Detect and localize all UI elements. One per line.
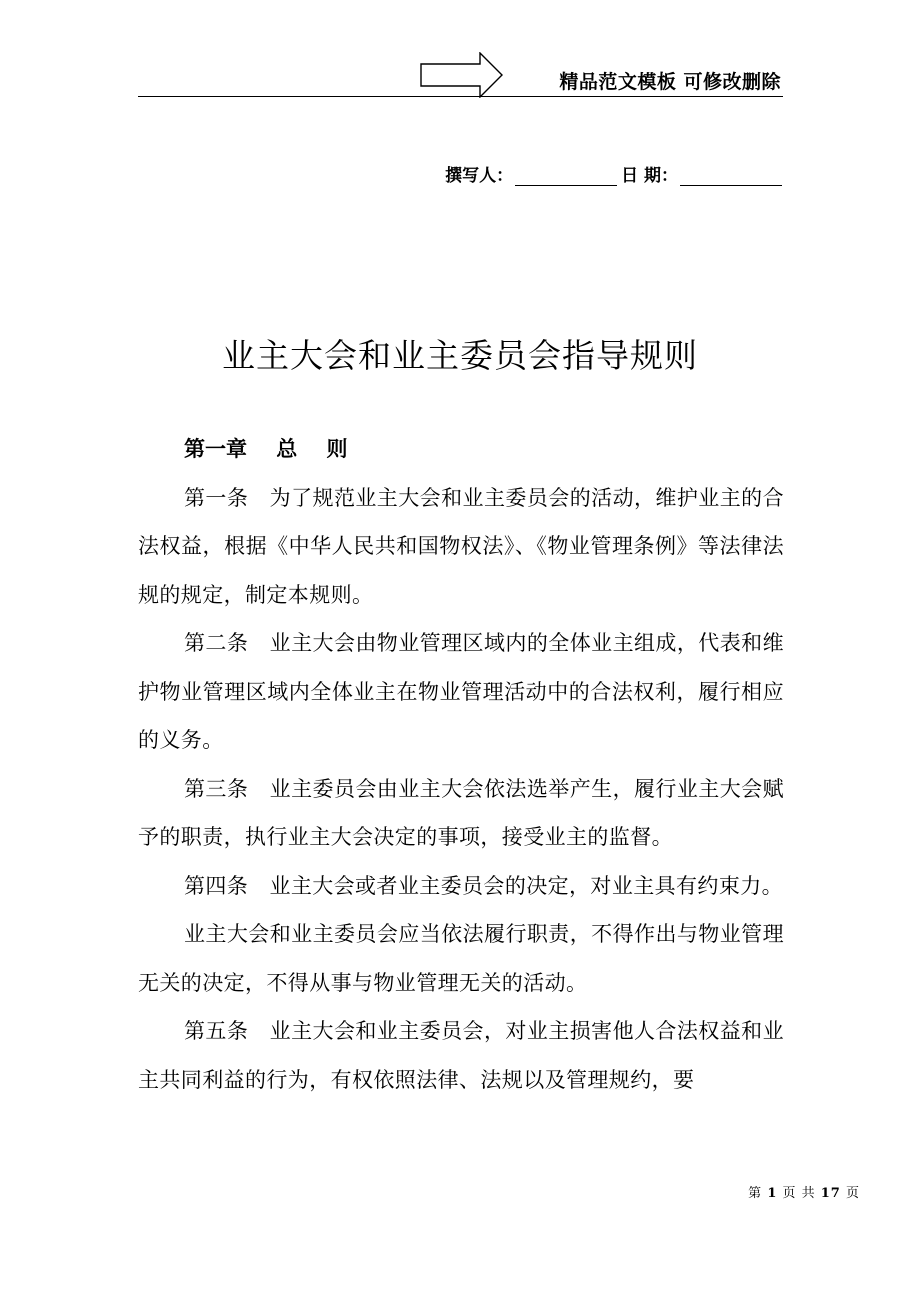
- author-blank[interactable]: [515, 167, 617, 186]
- article-paragraph: [138, 765, 784, 862]
- article-text: 为了规范业主大会和业主委员会的活动，维护业主的合法权益，根据《中华人民共和国物权法》、《物业管理条例》等法律法规的规定，制定本规则。: [138, 485, 784, 607]
- article-number: 第五条: [184, 1019, 249, 1043]
- article-paragraph: [138, 474, 784, 620]
- article-number: 第一条: [184, 485, 249, 510]
- current-page-number: 1: [767, 1186, 778, 1201]
- article-text: 业主大会和业主委员会，对业主损害他人合法权益和业主共同利益的行为，有权依照法律、法规以及管理规约，要: [138, 1019, 784, 1092]
- footer-middle: 页 共: [777, 1186, 821, 1201]
- article-number: 第四条: [184, 873, 249, 898]
- total-pages-number: 17: [820, 1186, 841, 1201]
- article-paragraph: [138, 862, 784, 911]
- article-paragraph: [138, 619, 784, 765]
- date-blank[interactable]: [680, 167, 782, 186]
- article-text: 业主大会和业主委员会应当依法履行职责，不得作出与物业管理无关的决定，不得从事与物业管理无关的活动。: [138, 922, 784, 995]
- article-paragraph: [138, 910, 784, 1007]
- footer-suffix: 页: [840, 1186, 860, 1201]
- article-text: 业主大会由物业管理区域内的全体业主组成，代表和维护物业管理区域内全体业主在物业管理活动中的合法权利，履行相应的义务。: [138, 631, 784, 752]
- article-text: 业主大会或者业主委员会的决定，对业主具有约束力。: [269, 873, 784, 898]
- chapter-heading: 第一章 总 则: [184, 437, 348, 461]
- author-date-line: [445, 161, 782, 186]
- article-number: 第二条: [184, 631, 249, 655]
- footer-prefix: 第: [748, 1186, 768, 1201]
- page-footer: [748, 1182, 860, 1201]
- document-title: 业主大会和业主委员会指导规则: [222, 336, 698, 375]
- document-body: [138, 425, 784, 1104]
- article-paragraph: [138, 1007, 784, 1104]
- header-tagline: 精品范文模板 可修改删除: [559, 71, 781, 93]
- page-header: [138, 40, 783, 98]
- article-number: 第三条: [184, 776, 249, 801]
- article-text: 业主委员会由业主大会依法选举产生，履行业主大会赋予的职责，执行业主大会决定的事项，接受业主的监督。: [138, 776, 784, 849]
- author-label: 撰写人：: [445, 166, 514, 186]
- right-arrow-outline-icon: [420, 52, 504, 98]
- header-divider: [138, 96, 783, 97]
- date-label: 日 期：: [621, 166, 678, 186]
